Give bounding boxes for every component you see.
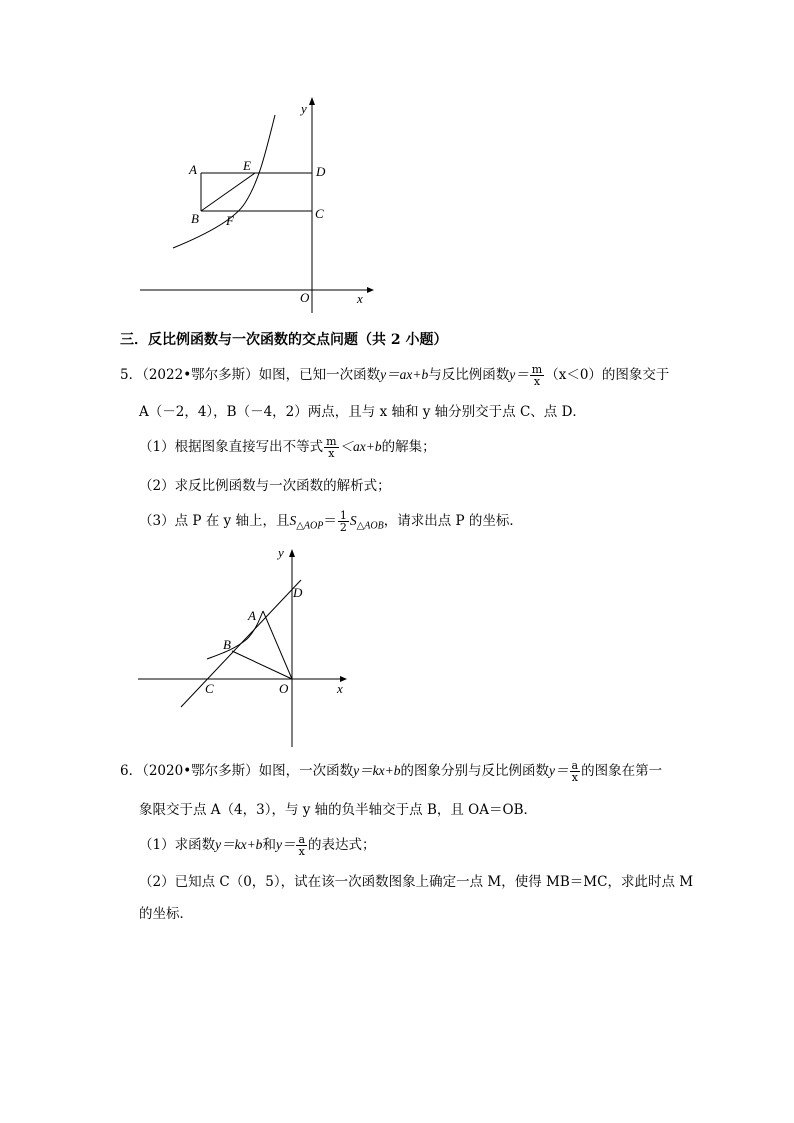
q6-sub1-fraction <box>296 834 307 857</box>
q5-sub3-s2: S <box>349 513 357 528</box>
label-x: x <box>357 291 363 306</box>
q6-frac-den: x <box>571 771 578 784</box>
q5-sub1 <box>139 436 436 459</box>
q6-source: （2020•鄂尔多斯） <box>142 763 259 779</box>
q5-source: （2022•鄂尔多斯） <box>142 367 259 383</box>
q5-eq1: y＝ax+b <box>380 367 429 382</box>
q5-fraction-m-over-x <box>530 364 544 387</box>
x-axis-arrow <box>367 287 374 293</box>
q5-condition: （x＜0）的图象交于 <box>545 367 670 383</box>
q6-eq1: y＝kx+b <box>353 763 401 778</box>
q6-sub1-eq: y＝kx+b <box>215 837 263 852</box>
figure-2-line-hyperbola <box>135 545 355 750</box>
q5-text-a: 如图，已知一次函数 <box>258 367 381 383</box>
label-E: E <box>243 158 251 173</box>
label-A: A <box>248 608 256 623</box>
y-axis-arrow <box>289 549 295 557</box>
q6-sub1-and: 和 <box>262 837 276 853</box>
label-x: x <box>337 681 343 696</box>
q5-sub3-eq: ＝ <box>323 513 337 529</box>
q5-sub3-sub1: △AOP <box>296 520 324 532</box>
q5-sub1-frac-den: x <box>328 447 335 460</box>
q6-frac-num: a <box>571 759 579 772</box>
q5-sub1-fraction <box>324 436 338 459</box>
q5-sub3-text-b: ，请求出点 P 的坐标． <box>383 513 523 529</box>
hyperbola-curve <box>173 115 275 248</box>
q6-sub1-frac-den: x <box>298 845 305 858</box>
q5-sub3-text-a: （3）点 P 在 y 轴上，且 <box>139 513 290 529</box>
label-O: O <box>300 290 310 305</box>
q6-text-c: 的图象在第一 <box>581 763 663 779</box>
q6-sub1-frac-num: a <box>298 833 305 846</box>
segment-OA <box>263 611 292 679</box>
label-D: D <box>293 585 303 600</box>
q5-sub1-text-a: （1）根据图象直接写出不等式 <box>139 439 324 455</box>
q5-number: 5． <box>120 367 143 383</box>
label-O: O <box>279 681 289 696</box>
q5-eq2-lhs: y＝ <box>509 367 529 382</box>
q6-eq2-lhs: y＝ <box>549 763 569 778</box>
q5-sub2: （2）求反比例函数与一次函数的解析式； <box>139 478 391 494</box>
q6-text-b: 的图象分别与反比例函数 <box>400 763 550 779</box>
q6-number: 6． <box>120 763 143 779</box>
q5-line-2: A（－2，4），B（－4，2）两点，且与 x 轴和 y 轴分别交于点 C、点 D． <box>139 404 586 420</box>
q5-line-1 <box>120 364 669 387</box>
label-B: B <box>191 211 199 226</box>
q6-sub1 <box>139 834 376 857</box>
q5-sub3-half <box>338 510 349 533</box>
q6-line-1 <box>120 760 662 783</box>
label-y: y <box>278 545 284 560</box>
q5-sub3-half-den: 2 <box>339 521 347 534</box>
q5-sub1-frac-num: m <box>326 435 337 448</box>
q5-frac-den: x <box>533 375 541 388</box>
label-C: C <box>315 206 324 221</box>
q6-sub1-lhs: y＝ <box>275 837 296 852</box>
section-heading: 三．反比例函数与一次函数的交点问题（共 2 小题） <box>120 332 448 348</box>
label-y: y <box>301 101 307 116</box>
label-A: A <box>189 162 197 177</box>
segment-OB <box>232 651 292 679</box>
q6-sub2: （2）已知点 C（0，5），试在该一次函数图象上确定一点 M，使得 MB＝MC，求此时点 M <box>139 874 694 890</box>
q5-sub3 <box>139 510 523 537</box>
label-D: D <box>316 164 326 179</box>
q5-text-b: 与反比例函数 <box>428 367 510 383</box>
q6-line-2: 象限交于点 A（4，3），与 y 轴的负半轴交于点 B，且 OA＝OB． <box>139 802 537 818</box>
q6-fraction-a-over-x <box>570 760 581 783</box>
q6-sub2-cont: 的坐标． <box>139 906 193 922</box>
q5-frac-num: m <box>531 363 543 376</box>
figure-1-rectangle-hyperbola <box>135 95 375 315</box>
q5-sub1-text-b: 的解集； <box>381 439 436 455</box>
label-B: B <box>223 637 231 652</box>
y-axis-arrow <box>309 97 315 105</box>
label-C: C <box>205 681 214 696</box>
q6-sub1-text-b: 的表达式； <box>308 837 376 853</box>
q5-sub3-s1: S <box>289 513 297 528</box>
q5-sub3-sub2: △AOB <box>356 520 384 532</box>
q5-sub1-inequality: ＜ax+b <box>339 439 382 454</box>
q6-sub1-text-a: （1）求函数 <box>139 837 216 853</box>
segment-BE <box>201 173 255 211</box>
q5-sub3-half-num: 1 <box>339 509 347 522</box>
q6-text-a: 如图，一次函数 <box>258 763 354 779</box>
label-F: F <box>226 213 234 228</box>
